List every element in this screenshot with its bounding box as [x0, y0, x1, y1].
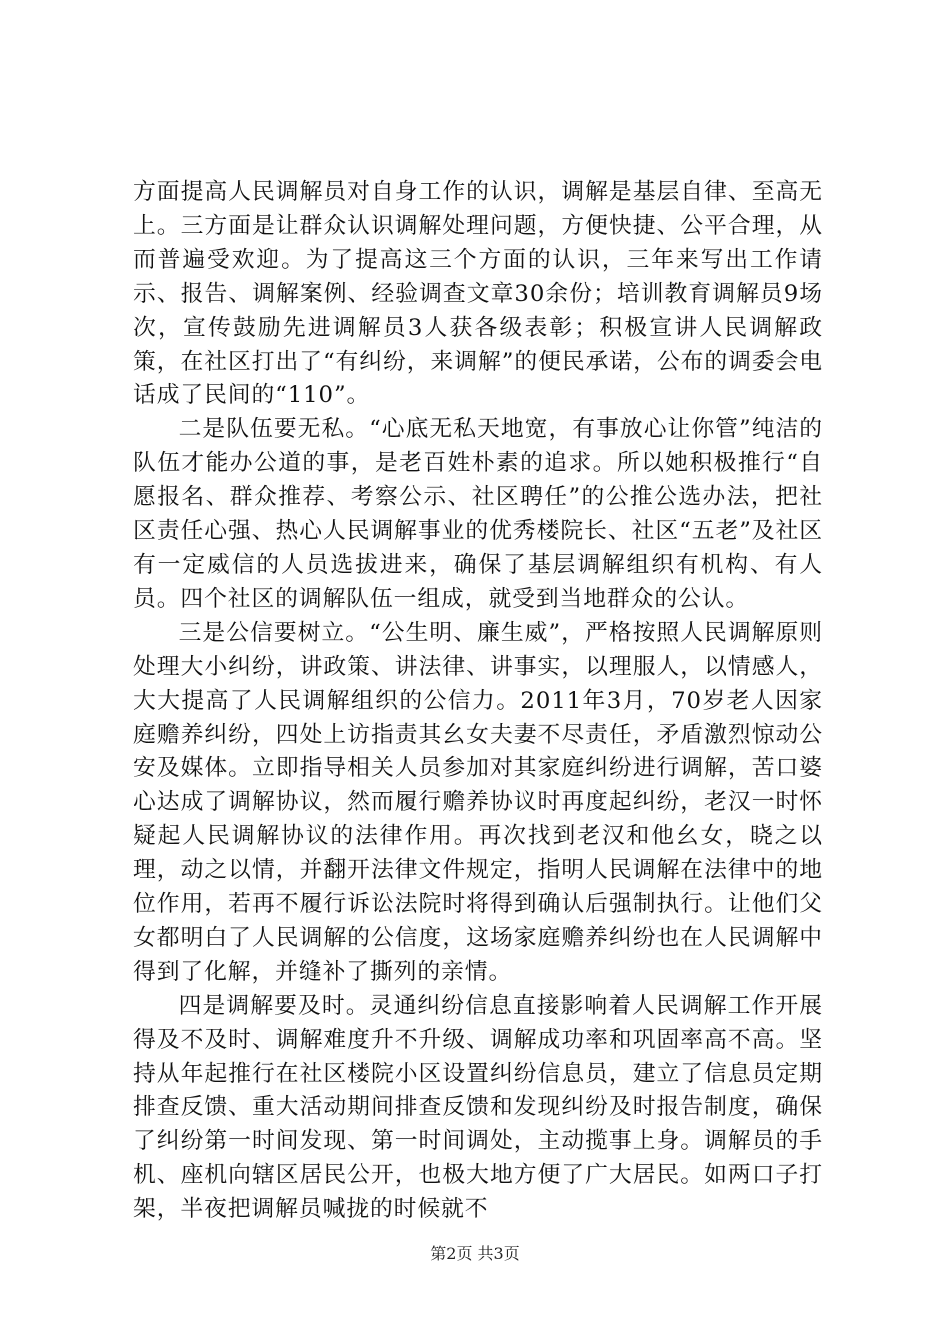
paragraph-credibility: 三是公信要树立。“公生明、廉生威”，严格按照人民调解原则处理大小纠纷，讲政策、讲法律、讲事实，以理服人，以情感人，大大提高了人民调解组织的公信力。2011年3月，70岁老人因家庭赡养纠纷，四处上访指责其幺女夫妻不尽责任，矛盾激烈惊动公安及媒体。立即指导相关人员参加对其家庭纠纷进行调解，苦口婆心达成了调解协议，然而履行赡养协议时再度起纠纷，老汉一时怀疑起人民调解协议的法律作用。再次找到老汉和他幺女，晓之以理，动之以情，并翻开法律文件规定，指明人民调解在法律中的地位作用，若再不履行诉讼法院时将得到确认后强制执行。让他们父女都明白了人民调解的公信度，这场家庭赡养纠纷也在人民调解中得到了化解，并缝补了撕列的亲情。 — [133, 619, 823, 985]
page-number-label: 第2页 共3页 — [430, 1244, 520, 1263]
document-body — [133, 176, 823, 1227]
paragraph-timely-mediation: 四是调解要及时。灵通纠纷信息直接影响着人民调解工作开展得及不及时、调解难度升不升级、调解成功率和巩固率高不高。坚持从年起推行在社区楼院小区设置纠纷信息员，建立了信息员定期排查反馈、重大活动期间排查反馈和发现纠纷及时报告制度，确保了纠纷第一时间发现、第一时间调处，主动揽事上身。调解员的手机、座机向辖区居民公开，也极大地方便了广大居民。如两口子打架，半夜把调解员喊拢的时候就不 — [133, 992, 823, 1223]
paragraph-team-selfless: 二是队伍要无私。“心底无私天地宽，有事放心让你管”纯洁的队伍才能办公道的事，是老百姓朴素的追求。所以她积极推行“自愿报名、群众推荐、考察公示、社区聘任”的公推公选办法，把社区责任心强、热心人民调解事业的优秀楼院长、社区“五老”及社区有一定威信的人员选拔进来，确保了基层调解组织有机构、有人员。四个社区的调解队伍一组成，就受到当地群众的公认。 — [133, 416, 823, 612]
page-footer — [0, 1244, 950, 1264]
paragraph-continuation: 方面提高人民调解员对自身工作的认识，调解是基层自律、至高无上。三方面是让群众认识调解处理问题，方便快捷、公平合理，从而普遍受欢迎。为了提高这三个方面的认识，三年来写出工作请示、报告、调解案例、经验调查文章30余份；培训教育调解员9场次，宣传鼓励先进调解员3人获各级表彰；积极宣讲人民调解政策，在社区打出了“有纠纷，来调解”的便民承诺，公布的调委会电话成了民间的“110”。 — [133, 179, 823, 409]
